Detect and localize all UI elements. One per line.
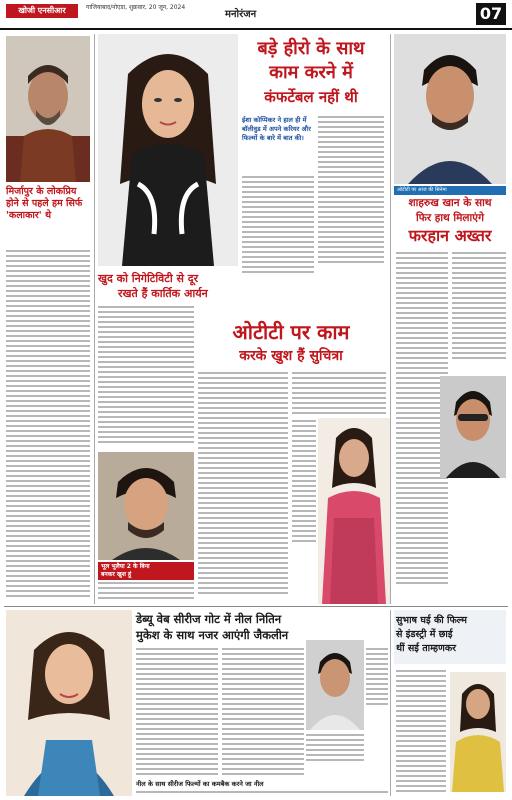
jacqueline-body-col2 [222, 648, 304, 778]
feature-body-col1 [242, 176, 314, 276]
section-divider [4, 606, 508, 607]
ott-body-col1 [198, 372, 288, 597]
kartik-body-col1 [98, 306, 194, 446]
dateline: गाजियाबाद/नोएडा, शुक्रवार, 20 जून, 2024 [86, 4, 186, 11]
jacqueline-body-col4 [366, 648, 388, 708]
farhan-photo [394, 34, 506, 184]
feature-deck: ईशा कोप्पिकर ने हाल ही में बॉलीवुड में अपने करियर और फिल्मों के बारे में बात की। [242, 116, 311, 142]
section-title: मनोरंजन [225, 9, 257, 20]
farhan-body-col2 [452, 252, 506, 362]
ott-headline-line2: करके खुश हैं सुचित्रा [239, 348, 343, 364]
tamhankar-body-col1 [396, 670, 446, 795]
jacqueline-headline-line2: मुकेश के साथ नजर आएंगी जैकलीन [136, 628, 289, 642]
pankaj-body-text [6, 250, 90, 600]
feature-headline-line1: बड़े हीरो के साथ [257, 38, 365, 59]
column-divider [390, 34, 391, 604]
page-header [0, 0, 512, 30]
suchitra-photo [318, 418, 390, 604]
column-divider [390, 610, 391, 796]
ott-headline-line1: ओटीटी पर काम [232, 320, 350, 344]
kartik-subhead-line2: बनकर खुश हूं [101, 571, 132, 578]
farhan-caption: ओटीटी पर आज की सिनेमा [394, 186, 506, 195]
farhan-headline-line1: शाहरुख खान के साथ [408, 197, 492, 209]
jacqueline-body-bottom [136, 791, 388, 796]
farhan-headline-line2: फिर हाथ मिलाएंगे [416, 212, 484, 224]
jacqueline-headline-line1: डेब्यू वेब सीरीज गोट में नील नितिन [136, 612, 282, 626]
jacqueline-photo [6, 610, 132, 796]
tamhankar-headline-line1: सुभाष घई की फिल्म [396, 615, 467, 626]
pankaj-headline: मिर्जापुर के लोकप्रिय होने से पहले हम सिर्फ 'कलाकार' थे [6, 186, 83, 221]
kartik-headline-line1: खुद को निगेटिविटी से दूर [98, 272, 199, 285]
jacqueline-subhead: नील के साथ सीरीज फिल्मों का कमबैक करने जा नील [136, 780, 264, 788]
farhan-headline-line3: फरहान अख्तर [408, 226, 492, 245]
tamhankar-headline-line3: थीं सई ताम्हणकर [396, 643, 457, 654]
jacqueline-body-col1 [136, 648, 218, 778]
jacqueline-body-col3 [306, 734, 364, 764]
shahrukh-photo [440, 376, 506, 478]
tamhankar-photo [450, 672, 506, 792]
kartik-photo [98, 452, 194, 560]
brand-masthead: खोजी एनसीआर [6, 4, 78, 18]
kartik-headline-line2: रखते हैं कार्तिक आर्यन [118, 287, 208, 300]
pankaj-photo [6, 36, 90, 182]
kartik-subhead-line1: भूल भुलैया 2 के बिना [101, 563, 150, 570]
kartik-body-col2 [98, 582, 194, 602]
feature-body-col2 [318, 116, 384, 266]
feature-headline-line2: काम करने में [269, 62, 353, 83]
ott-body-col3 [292, 420, 316, 545]
isha-photo [98, 34, 238, 266]
neil-photo [306, 640, 364, 730]
column-divider [94, 34, 95, 604]
tamhankar-headline-line2: से इंडस्ट्री में छाई [396, 629, 453, 640]
page-number: 07 [476, 3, 506, 25]
kartik-subhead [98, 562, 194, 580]
ott-body-col2 [292, 372, 386, 417]
feature-headline-line3: कंफर्टेबल नहीं थी [264, 88, 358, 106]
